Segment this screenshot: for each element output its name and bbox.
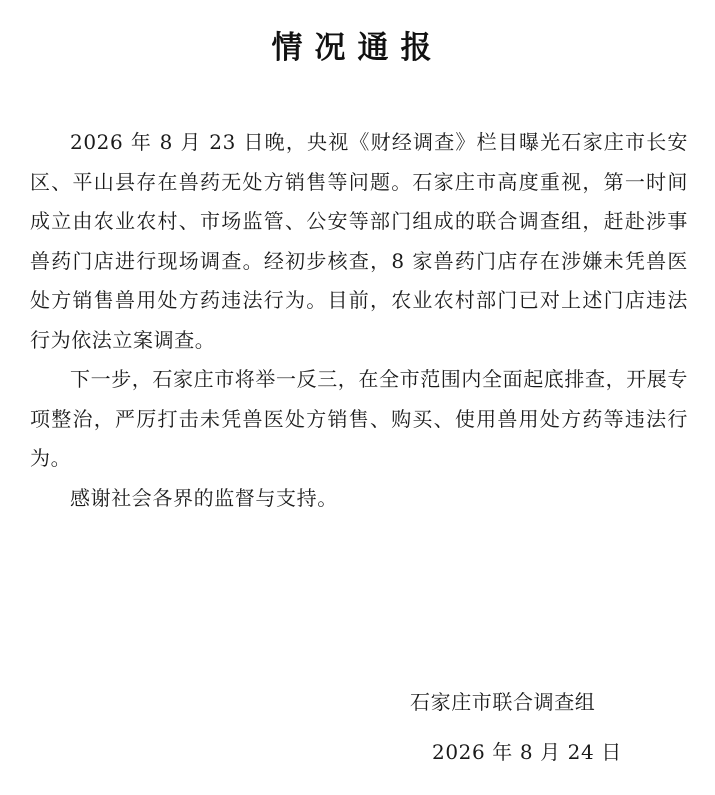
signature-organization: 石家庄市联合调查组	[410, 690, 596, 714]
paragraph-thanks: 感谢社会各界的监督与支持。	[70, 485, 338, 510]
paragraph-incident: 2026 年 8 月 23 日晚，央视《财经调查》栏目曝光石家庄市长安区、平山县存在兽药无处方销售等问题。石家庄市高度重视，第一时间成立由农业农村、市场监管、公安等部门组成的联合调查组，赶赴涉事兽药门店进行现场调查。经初步核查，8 家兽药门店存在涉嫌未凭兽医处方销售兽用处方药违法行为。目前，农业农村部门已对上述门店违法行为依法立案调查。	[30, 130, 688, 352]
paragraph-next-steps: 下一步，石家庄市将举一反三，在全市范围内全面起底排查，开展专项整治，严厉打击未凭兽医处方销售、购买、使用兽用处方药等违法行为。	[30, 367, 688, 470]
document-title: 情况通报	[271, 30, 444, 66]
document-body	[30, 123, 688, 518]
signature-date: 2026 年 8 月 24 日	[432, 740, 622, 764]
